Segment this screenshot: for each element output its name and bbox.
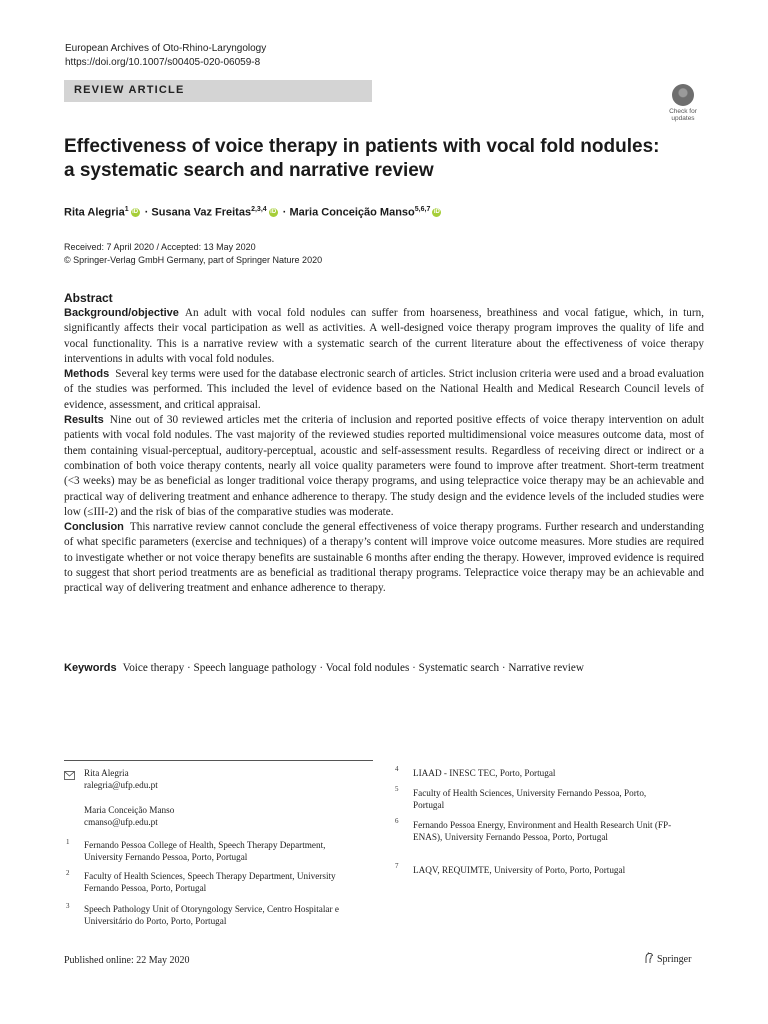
- affiliation-number: 1: [66, 838, 70, 846]
- section-label: Conclusion: [64, 521, 124, 534]
- abstract-body: [64, 306, 704, 597]
- section-label: Results: [64, 414, 104, 427]
- section-text: Several key terms were used for the database electronic search of articles. Strict inclusion criteria were used and a broad evaluation of the studies was performed. This included the level of evidence based on the National Health and Medical Research Council levels of evidence, assessment, and critical appraisal.: [64, 368, 704, 411]
- affiliation-text: Faculty of Health Sciences, Speech Therapy Department, University Fernando Pessoa, Porto, Portugal: [84, 871, 336, 894]
- badge-line-2: updates: [671, 115, 695, 122]
- author-separator: ·: [141, 206, 152, 219]
- author-list: [64, 202, 443, 221]
- affiliation-number: 4: [395, 765, 399, 773]
- affiliation-number: 3: [66, 902, 70, 910]
- section-label: Background/objective: [64, 307, 179, 319]
- check-for-updates-icon: [672, 84, 694, 106]
- corresponding-name: Rita Alegria: [84, 768, 129, 778]
- keywords: [64, 661, 704, 676]
- affiliation-number: 6: [395, 817, 399, 825]
- publisher-logo: [644, 952, 691, 965]
- orcid-icon[interactable]: iD: [433, 209, 440, 216]
- abstract-section: [64, 520, 704, 596]
- affiliation-text: Faculty of Health Sciences, University Fernando Pessoa, Porto, Portugal: [413, 788, 647, 811]
- section-label: Methods: [64, 368, 110, 381]
- author-name[interactable]: Rita Alegria: [64, 206, 125, 219]
- affiliation-text: Speech Pathology Unit of Otoryngology Service, Centro Hospitalar e Universitário do Porto, Porto, Portugal: [84, 904, 339, 927]
- journal-name: European Archives of Oto-Rhino-Laryngology: [65, 43, 267, 54]
- mail-icon: [64, 767, 75, 785]
- copyright: © Springer-Verlag GmbH Germany, part of Springer Nature 2020: [64, 255, 323, 265]
- author-name[interactable]: Maria Conceição Manso: [289, 206, 415, 219]
- publisher-name: Springer: [657, 954, 692, 965]
- affiliation-text: Fernando Pessoa College of Health, Speech Therapy Department, University Fernando Pessoa, Porto, Portugal: [84, 840, 326, 863]
- abstract-heading: Abstract: [64, 291, 113, 305]
- affiliation-text: Fernando Pessoa Energy, Environment and Health Research Unit (FP-ENAS), University Fernando Pessoa, Porto, Portugal: [413, 820, 672, 843]
- author-affiliation: 5,6,7: [414, 206, 431, 213]
- journal-header: [65, 42, 266, 70]
- article-title: [64, 135, 704, 183]
- article-dates: [64, 241, 322, 267]
- keywords-label: Keywords: [64, 662, 117, 674]
- author-affiliation: 1: [124, 206, 129, 213]
- author-separator: ·: [279, 206, 290, 219]
- orcid-icon[interactable]: iD: [132, 209, 139, 216]
- corresponding-email[interactable]: ralegria@ufp.edu.pt: [84, 780, 158, 791]
- abstract-section: [64, 306, 704, 367]
- section-text: Nine out of 30 reviewed articles met the criteria of inclusion and reported positive effects of voice therapy intervention on adult patients with vocal fold nodules. The vast majority of the reviewed studies reported multidimensional voice measures outcome data, most of them containing visual-perceptual, auditory-perceptual, acoustic and self-assessment results. Regardless of receiving direct or indirect or a combination of both voice therapy contents, nearly all voice quality parameters were found to improve after treatment. Short-term treatment (<3 weeks) may be as beneficial as longer traditional voice therapy programs, and using telepractice voice therapy may be an achievable and practical way of delivering treatment and enhance adherence to therapy. The study design and the evidence levels of the included studies were low (≤III-2) and the risk of bias of the comparative studies was moderate.: [64, 414, 704, 518]
- affiliation-text: LIAAD - INESC TEC, Porto, Portugal: [413, 768, 556, 778]
- article-type-label: REVIEW ARTICLE: [74, 84, 185, 96]
- section-text: An adult with vocal fold nodules can suffer from hoarseness, breathiness and vocal fatigue, which, in turn, significantly affects their vocal participation as well as activities. A well-designed voice therapy program improves the quality of life and vocal functionality. This is a narrative review with a systematic search of the current literature about the effectiveness of voice therapy interventions in adults with vocal fold nodules.: [64, 307, 704, 365]
- affiliation-number: 7: [395, 862, 399, 870]
- section-text: This narrative review cannot conclude the general effectiveness of voice therapy programs. Further research and understanding of what specific parameters (exercise and techniques) of a therapy’s content will improve voice outcome measures. More studies are required to investigate whether or not voice therapy benefits are sustainable 6 months after ending the therapy. However, improved evidence is required to suggest that short period treatments are as beneficial as traditional therapy programs. Telepractice voice therapy may be an achievable and practical way of delivering treatment and enhance adherence to therapy.: [64, 521, 704, 595]
- badge-line-1: Check for: [669, 108, 697, 115]
- received-accepted: Received: 7 April 2020 / Accepted: 13 May 2020: [64, 242, 256, 252]
- orcid-icon[interactable]: iD: [270, 209, 277, 216]
- article-type-bar: [64, 80, 372, 102]
- affiliation-text: LAQV, REQUIMTE, University of Porto, Porto, Portugal: [413, 865, 626, 875]
- author-name[interactable]: Susana Vaz Freitas: [151, 206, 252, 219]
- title-line-2: a systematic search and narrative review: [64, 160, 434, 181]
- published-online: Published online: 22 May 2020: [64, 955, 190, 966]
- springer-horse-icon: [644, 952, 654, 964]
- abstract-section: [64, 413, 704, 520]
- affiliation-number: 5: [395, 785, 399, 793]
- affiliation-number: 2: [66, 869, 70, 877]
- title-line-1: Effectiveness of voice therapy in patients with vocal fold nodules:: [64, 136, 660, 157]
- corresponding-authors: [84, 767, 374, 828]
- corresponding-email[interactable]: cmanso@ufp.edu.pt: [84, 816, 158, 827]
- corresponding-name: Maria Conceição Manso: [84, 804, 175, 815]
- abstract-section: [64, 367, 704, 413]
- keywords-text: Voice therapy · Speech language pathology · Vocal fold nodules · Systematic search · Narrative review: [122, 662, 584, 674]
- doi-link[interactable]: https://doi.org/10.1007/s00405-020-06059-8: [65, 57, 261, 68]
- author-affiliation: 2,3,4: [251, 206, 267, 213]
- footnote-divider: [64, 760, 373, 761]
- check-for-updates-badge[interactable]: [664, 84, 702, 124]
